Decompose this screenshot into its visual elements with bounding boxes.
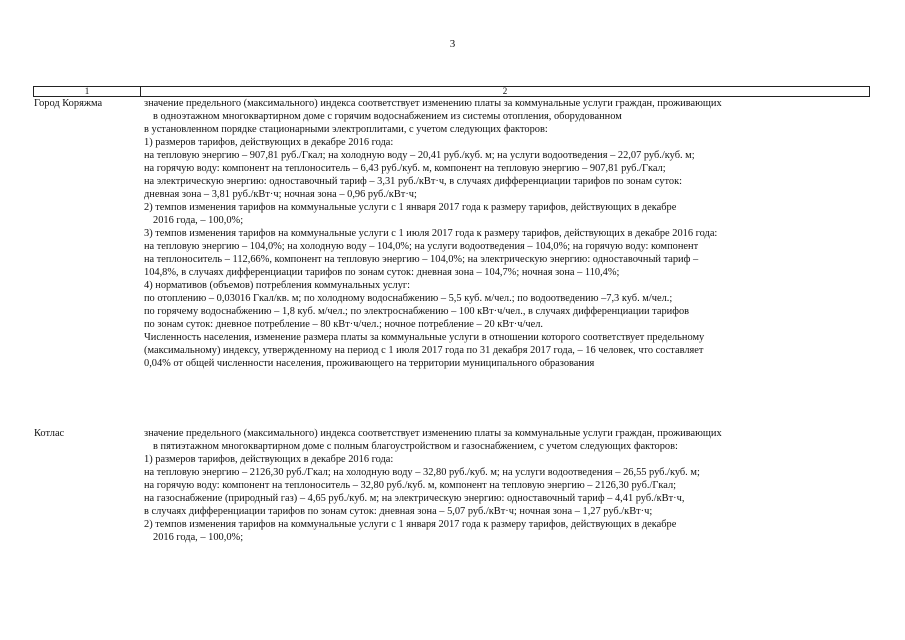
text-line: 1) размеров тарифов, действующих в декабре 2016 года:: [144, 137, 394, 148]
text-line: (максимальному) индексу, утвержденному на период с 1 июля 2017 года по 31 декабря 2017 года, – 16 человек, что составляет: [144, 345, 704, 356]
text-line: в пятиэтажном многоквартирном доме с полным благоустройством и газоснабжением, с учетом следующих факторов:: [153, 441, 678, 452]
text-line: 3) темпов изменения тарифов на коммунальные услуги с 1 июля 2017 года к размеру тарифов, действующих в декабре 2016 года:: [144, 228, 718, 239]
text-line: 2016 года, – 100,0%;: [153, 215, 244, 226]
text-line: 104,8%, в случаях дифференциации тарифов по зонам суток: дневная зона – 104,7%; ночная зона – 110,4%;: [144, 267, 620, 278]
text-line: 2) темпов изменения тарифов на коммунальные услуги с 1 января 2017 года к размеру тарифов, действующих в декабре: [144, 519, 677, 530]
text-line: в установленном порядке стационарными электроплитами, с учетом следующих факторов:: [144, 124, 548, 135]
table-header-col-2: 2: [502, 86, 508, 96]
text-line: 2) темпов изменения тарифов на коммунальные услуги с 1 января 2017 года к размеру тарифов, действующих в декабре: [144, 202, 677, 213]
text-line: в случаях дифференциации тарифов по зонам суток: дневная зона – 5,07 руб./кВт·ч; ночная зона – 1,27 руб./кВт·ч;: [144, 506, 653, 517]
text-line: значение предельного (максимального) индекса соответствует изменению платы за коммунальные услуги граждан, проживающих: [144, 428, 722, 439]
text-line: по зонам суток: дневное потребление – 80 кВт·ч/чел.; ночное потребление – 20 кВт·ч/чел.: [144, 319, 543, 330]
text-line: на теплоноситель – 112,66%, компонент на тепловую энергию – 104,0%; на электрическую энергию: одноставочный тариф –: [144, 254, 699, 265]
city-name: Котлас: [34, 428, 65, 439]
text-line: на тепловую энергию – 907,81 руб./Гкал; на холодную воду – 20,41 руб./куб. м; на услуги водоотведения – 22,07 руб./куб. м;: [144, 150, 695, 161]
text-line: по горячему водоснабжению – 1,8 куб. м/чел.; по электроснабжению – 100 кВт·ч/чел., в случаях дифференциации тарифов: [144, 306, 690, 317]
text-line: на горячую воду: компонент на теплоноситель – 32,80 руб./куб. м, компонент на тепловую энергию – 2126,30 руб./Гкал;: [144, 480, 677, 491]
text-line: на горячую воду: компонент на теплоноситель – 6,43 руб./куб. м, компонент на тепловую энергию – 907,81 руб./Гкал;: [144, 163, 666, 174]
page-number: 3: [449, 38, 456, 50]
text-line: 4) нормативов (объемов) потребления коммунальных услуг:: [144, 280, 411, 291]
row-description: [144, 97, 874, 370]
text-line: дневная зона – 3,81 руб./кВт·ч; ночная зона – 0,96 руб./кВт·ч;: [144, 189, 417, 200]
text-line: по отоплению – 0,03016 Гкал/кв. м; по холодному водоснабжению – 5,5 куб. м/чел.; по водоотведению –7,3 куб. м/чел.;: [144, 293, 673, 304]
text-line: Численность населения, изменение размера платы за коммунальные услуги в отношении которого соответствует предельному: [144, 332, 705, 343]
text-line: 2016 года, – 100,0%;: [153, 532, 244, 543]
table-header-col-1: 1: [34, 86, 141, 97]
text-line: на электрическую энергию: одноставочный тариф – 3,31 руб./кВт·ч, в случаях дифференциации тарифов по зонам суток:: [144, 176, 682, 187]
table-header-row: [33, 86, 870, 97]
row-description: [144, 427, 874, 544]
city-name: Город Коряжма: [34, 98, 103, 109]
text-line: в одноэтажном многоквартирном доме с горячим водоснабжением из системы отопления, оборудованном: [153, 111, 622, 122]
text-line: на газоснабжение (природный газ) – 4,65 руб./куб. м; на электрическую энергию: одноставочный тариф – 4,41 руб./кВт·ч,: [144, 493, 685, 504]
text-line: на тепловую энергию – 2126,30 руб./Гкал; на холодную воду – 32,80 руб./куб. м; на услуги водоотведения – 26,55 руб./куб. м;: [144, 467, 700, 478]
text-line: 0,04% от общей численности населения, проживающего на территории муниципального образования: [144, 358, 595, 369]
text-line: на тепловую энергию – 104,0%; на холодную воду – 104,0%; на услуги водоотведения – 104,0%; на горячую воду: компонент: [144, 241, 699, 252]
text-line: значение предельного (максимального) индекса соответствует изменению платы за коммунальные услуги граждан, проживающих: [144, 98, 722, 109]
text-line: 1) размеров тарифов, действующих в декабре 2016 года:: [144, 454, 394, 465]
